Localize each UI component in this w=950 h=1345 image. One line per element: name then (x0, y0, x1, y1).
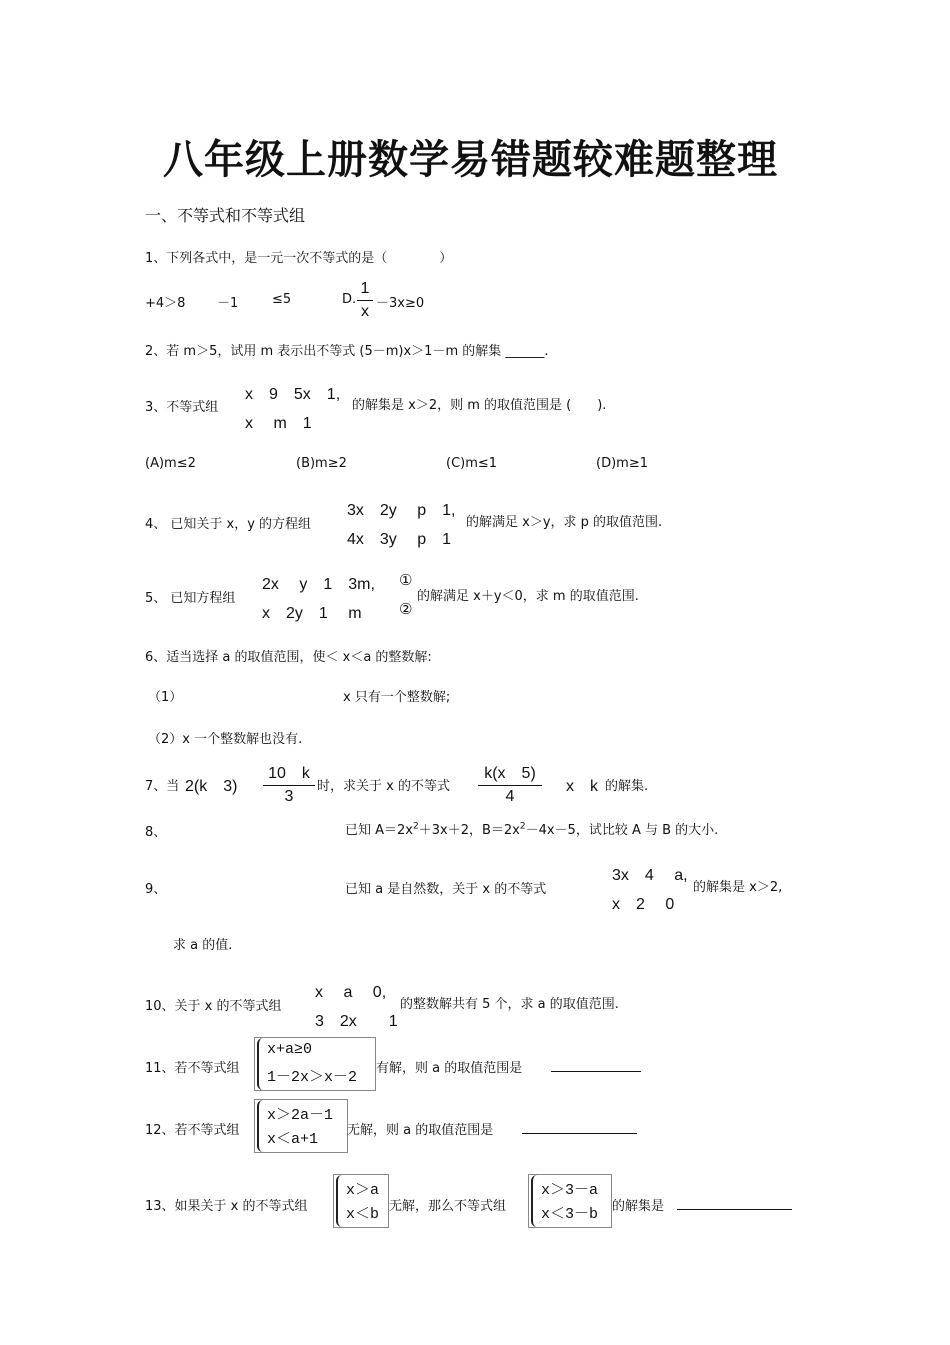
q5-circled-1: ① (399, 571, 413, 589)
q3-option-b: (B)m≥2 (296, 456, 347, 471)
question-7-prefix: 7、当 (145, 779, 180, 794)
question-10-prefix: 10、关于 x 的不等式组 (145, 999, 282, 1014)
question-10-suffix: 的整数解共有 5 个，求 a 的取值范围. (400, 997, 619, 1012)
fraction-numerator: 1 (360, 280, 370, 297)
q12-system-image: x＞2a－1 x＜a+1 (254, 1099, 348, 1153)
question-9-prefix: 已知 a 是自然数，关于 x 的不等式 (345, 882, 547, 897)
question-11-prefix: 11、若不等式组 (145, 1061, 240, 1076)
brace-icon (257, 1100, 267, 1152)
question-7-middle: 时，求关于 x 的不等式 (317, 779, 450, 794)
q11-answer-blank (551, 1059, 641, 1072)
q13-system-image-2: x＞3－a x＜3－b (528, 1174, 612, 1228)
question-9-continuation: 求 a 的值. (173, 938, 233, 953)
q10-system-row-1: x a 0, (315, 984, 387, 1001)
q1-option-a: +4＞8 (145, 296, 186, 311)
question-8-number: 8、 (145, 825, 167, 840)
question-8-text: 已知 $A=2x^2+3x+2$，$B=2x^2-4x-5$，试比较 A 与 B 的大小. (345, 821, 719, 838)
fraction-numerator: k(x 5) (484, 765, 536, 782)
q3-system-row-2: x m 1 (245, 415, 312, 432)
q6-part-1-number: （1） (148, 690, 183, 705)
fraction-denominator: 3 (284, 788, 294, 805)
q3-system-row-1: x 9 5x 1, (245, 386, 341, 403)
q13-answer-blank (677, 1197, 792, 1210)
q10-system-row-2: 3 2x 1 (315, 1013, 398, 1030)
question-9-number: 9、 (145, 882, 167, 897)
q4-system-row-1: 3x 2y p 1, (347, 502, 456, 519)
question-13-suffix: 的解集是 (612, 1199, 665, 1214)
question-7-suffix: 的解集. (605, 779, 649, 794)
question-13-prefix: 13、如果关于 x 的不等式组 (145, 1199, 308, 1214)
q9-system-row-2: x 2 0 (612, 896, 675, 913)
brace-icon (531, 1175, 541, 1227)
q5-system-row-1: 2x y 1 3m, (262, 576, 375, 593)
q7-rhs: x k (566, 778, 599, 795)
question-9-suffix: 的解集是 x＞2, (693, 880, 783, 895)
fraction-denominator: 4 (505, 788, 515, 805)
question-6: 6、适当选择 a 的取值范围，使＜ x＜a 的整数解: (145, 650, 432, 665)
question-3-prefix: 3、不等式组 (145, 400, 219, 415)
q5-system-row-2: x 2y 1 m (262, 605, 362, 622)
q6-part-1-text: x 只有一个整数解; (343, 690, 451, 705)
question-13-middle: 无解，那么不等式组 (389, 1199, 507, 1214)
q11-system-image: x+a≥0 1－2x＞x－2 (254, 1037, 376, 1091)
q7-fraction-1 (263, 760, 315, 806)
q13-system-image-1: x＞a x＜b (333, 1174, 389, 1228)
q3-option-a: (A)m≤2 (145, 456, 196, 471)
question-12-suffix: 无解，则 a 的取值范围是 (347, 1123, 494, 1138)
q1-option-b: －1 (217, 296, 239, 311)
q9-system-row-1: 3x 4 a, (612, 867, 688, 884)
question-12-prefix: 12、若不等式组 (145, 1123, 240, 1138)
q5-circled-2: ② (399, 600, 413, 618)
question-1: 1、下列各式中，是一元一次不等式的是（ ） (145, 251, 453, 266)
section-heading: 一、不等式和不等式组 (145, 206, 306, 225)
q7-fraction-2 (478, 760, 542, 806)
q1-option-d-expr: －3x≥0 (376, 296, 425, 311)
question-4-suffix: 的解满足 x＞y，求 p 的取值范围. (466, 515, 663, 530)
q3-option-d: (D)m≥1 (596, 456, 648, 471)
q1-option-c: ≤5 (272, 292, 292, 307)
question-2: 2、若 m＞5，试用 m 表示出不等式 (5－m)x＞1－m 的解集 ______. (145, 344, 549, 359)
q1-option-d-label: D. (342, 292, 357, 307)
question-3-suffix: 的解集是 x＞2，则 m 的取值范围是 ( ). (352, 398, 607, 413)
brace-icon (257, 1038, 267, 1090)
q7-lhs: 2(k 3) (185, 778, 238, 795)
page-title: 八年级上册数学易错题较难题整理 (163, 136, 778, 183)
q4-system-row-2: 4x 3y p 1 (347, 531, 452, 548)
q3-option-c: (C)m≤1 (446, 456, 498, 471)
question-5-suffix: 的解满足 x＋y＜0，求 m 的取值范围. (417, 589, 639, 604)
q6-part-2: （2）x 一个整数解也没有. (148, 732, 303, 747)
q1-fraction (357, 280, 373, 321)
question-5-prefix: 5、 已知方程组 (145, 591, 236, 606)
question-11-suffix: 有解，则 a 的取值范围是 (376, 1061, 523, 1076)
fraction-numerator: 10 k (268, 765, 310, 782)
brace-icon (336, 1175, 346, 1227)
question-4-prefix: 4、 已知关于 x，y 的方程组 (145, 517, 312, 532)
fraction-denominator: x (361, 303, 369, 320)
q12-answer-blank (522, 1121, 637, 1134)
